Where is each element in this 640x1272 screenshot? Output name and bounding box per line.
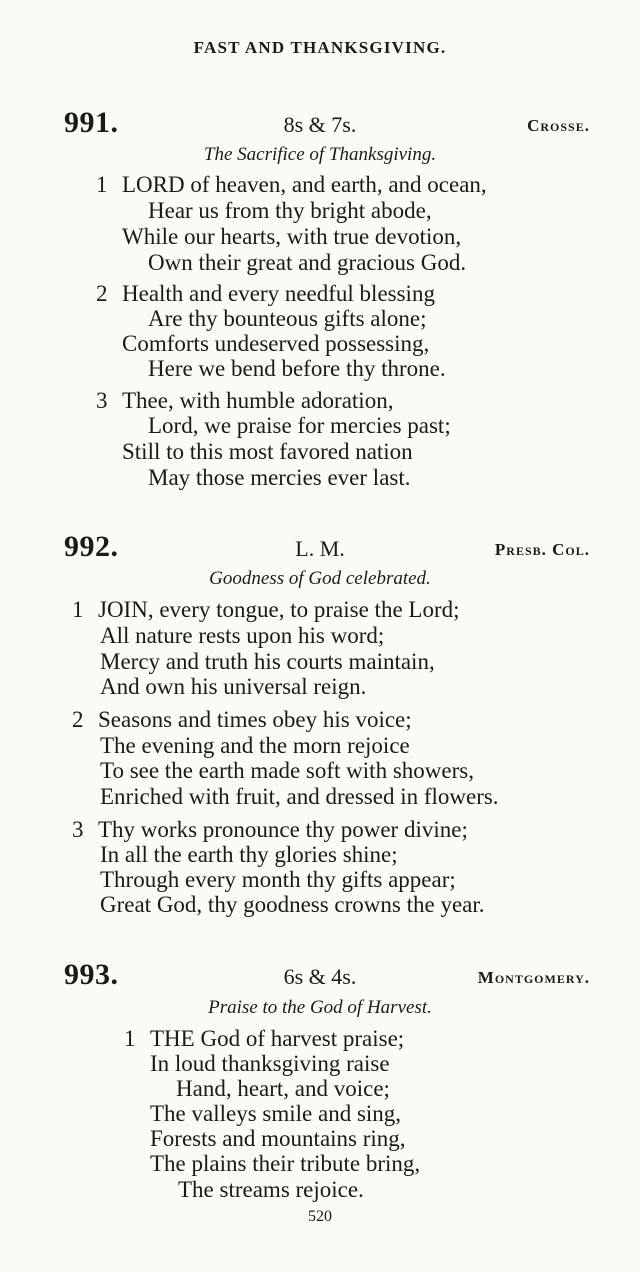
verse-line: Hand, heart, and voice;: [176, 1076, 390, 1101]
hymn-header: [0, 530, 640, 563]
verse-line: While our hearts, with true devotion,: [122, 224, 462, 249]
verse-line: May those mercies ever last.: [148, 465, 411, 490]
stanza-number: 1: [124, 1026, 136, 1051]
stanza-number: 3: [72, 817, 84, 842]
verse-line: Thee, with humble adoration,: [122, 388, 394, 413]
stanza-number: 1: [96, 172, 108, 197]
verse-line: THE God of harvest praise;: [150, 1026, 405, 1051]
hymn-header: [0, 958, 640, 991]
hymn-tune: Crosse.: [527, 116, 590, 135]
verse-line: Own their great and gracious God.: [148, 250, 467, 275]
verse-line: The evening and the morn rejoice: [100, 733, 410, 758]
stanza-number: 3: [96, 388, 108, 413]
hymn-meter: L. M.: [295, 536, 345, 561]
verse-line: Seasons and times obey his voice;: [98, 707, 412, 732]
verse-line: Great God, thy goodness crowns the year.: [100, 892, 485, 917]
verse-line: Mercy and truth his courts maintain,: [100, 649, 435, 674]
verse-line: LORD of heaven, and earth, and ocean,: [122, 172, 487, 197]
verse-line: In loud thanksgiving raise: [150, 1051, 390, 1076]
hymn-number: 991.: [64, 106, 119, 139]
verse-line: JOIN, every tongue, to praise the Lord;: [98, 597, 460, 622]
verse-line: All nature rests upon his word;: [100, 623, 385, 648]
verse-line: Are thy bounteous gifts alone;: [148, 306, 427, 331]
verse-line: Still to this most favored nation: [122, 439, 413, 464]
verse-line: Through every month thy gifts appear;: [100, 867, 456, 892]
verse-line: Forests and mountains ring,: [150, 1126, 406, 1151]
hymn-header: [0, 106, 640, 139]
verse-line: And own his universal reign.: [100, 674, 367, 699]
hymn-meter: 6s & 4s.: [283, 964, 357, 989]
verse-line: Comforts undeserved possessing,: [122, 331, 430, 356]
hymn-number: 992.: [64, 530, 119, 563]
hymn-title: Praise to the God of Harvest.: [208, 997, 432, 1018]
page-number: 520: [308, 1208, 332, 1225]
verse-line: The valleys smile and sing,: [150, 1101, 402, 1126]
stanza-number: 1: [72, 597, 84, 622]
hymn-meter: 8s & 7s.: [283, 112, 357, 137]
verse-line: Hear us from thy bright abode,: [148, 198, 432, 223]
hymn-title: Goodness of God celebrated.: [209, 568, 431, 589]
verse-line: In all the earth thy glories shine;: [100, 842, 398, 867]
hymn-number: 993.: [64, 958, 119, 991]
verse-line: Health and every needful blessing: [122, 281, 435, 306]
hymn-title: The Sacrifice of Thanksgiving.: [203, 144, 437, 165]
verse-line: The streams rejoice.: [178, 1177, 364, 1202]
verse-line: Enriched with fruit, and dressed in flowers.: [100, 784, 499, 809]
hymn-tune: Montgomery.: [477, 968, 590, 987]
stanza-number: 2: [96, 281, 108, 306]
stanza-number: 2: [72, 707, 84, 732]
running-head: FAST AND THANKSGIVING.: [193, 38, 447, 57]
verse-line: To see the earth made soft with showers,: [100, 758, 474, 783]
verse-line: Lord, we praise for mercies past;: [148, 413, 451, 438]
verse-line: Thy works pronounce thy power divine;: [98, 817, 468, 842]
verse-line: Here we bend before thy throne.: [148, 356, 446, 381]
hymn-tune: Presb. Col.: [494, 540, 590, 559]
verse-line: The plains their tribute bring,: [150, 1151, 421, 1176]
